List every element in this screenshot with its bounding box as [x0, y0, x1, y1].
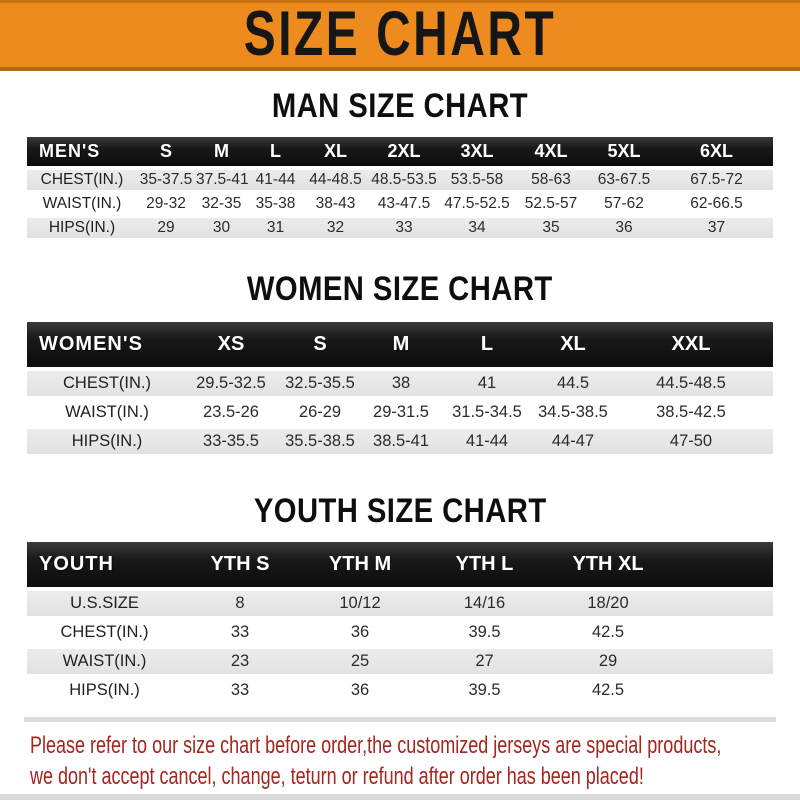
column-header: S: [137, 137, 195, 168]
column-header: YTH S: [182, 542, 298, 589]
column-header: XL: [303, 137, 368, 168]
table-row: [27, 647, 773, 676]
column-header: M: [365, 322, 437, 369]
size-value-cell: 27: [422, 647, 547, 676]
table-row: [27, 369, 773, 398]
table-row: [27, 676, 773, 705]
size-value-cell: 37.5-41: [195, 168, 248, 192]
row-label: U.S.SIZE: [27, 589, 182, 618]
row-label: WAIST(IN.): [27, 398, 187, 427]
size-value-cell: 44-47: [537, 427, 609, 456]
disclaimer-text: [0, 730, 800, 792]
size-value-cell: 32: [303, 216, 368, 240]
size-value-cell: 32.5-35.5: [275, 369, 365, 398]
size-value-cell: 58-63: [514, 168, 588, 192]
table-row: [27, 427, 773, 456]
size-value-cell: 34: [440, 216, 514, 240]
column-header: 6XL: [660, 137, 773, 168]
row-label: CHEST(IN.): [27, 369, 187, 398]
youth-header-row: [27, 542, 773, 589]
row-label: HIPS(IN.): [27, 676, 182, 705]
man-heading-text: MAN SIZE CHART: [271, 87, 529, 125]
section-divider: [24, 717, 776, 722]
column-header: L: [248, 137, 303, 168]
table-row: [27, 168, 773, 192]
size-value-cell: 41: [437, 369, 537, 398]
spacer-cell: [669, 589, 773, 618]
bottom-divider: [0, 794, 800, 800]
column-header: S: [275, 322, 365, 369]
row-label: CHEST(IN.): [27, 168, 137, 192]
size-value-cell: 14/16: [422, 589, 547, 618]
size-value-cell: 8: [182, 589, 298, 618]
size-value-cell: 18/20: [547, 589, 669, 618]
size-value-cell: 33-35.5: [187, 427, 275, 456]
size-value-cell: 41-44: [248, 168, 303, 192]
womens-header-row: [27, 322, 773, 369]
size-value-cell: 39.5: [422, 618, 547, 647]
size-value-cell: 31.5-34.5: [437, 398, 537, 427]
table-row: [27, 398, 773, 427]
page-title: SIZE CHART: [243, 0, 557, 70]
size-value-cell: 35-37.5: [137, 168, 195, 192]
size-value-cell: 26-29: [275, 398, 365, 427]
size-value-cell: 29: [137, 216, 195, 240]
spacer-cell: [669, 647, 773, 676]
row-label: HIPS(IN.): [27, 427, 187, 456]
size-value-cell: 25: [298, 647, 422, 676]
size-value-cell: 43-47.5: [368, 192, 440, 216]
column-header: YTH L: [422, 542, 547, 589]
size-value-cell: 33: [182, 676, 298, 705]
women-size-chart-heading: [0, 270, 800, 308]
size-value-cell: 29.5-32.5: [187, 369, 275, 398]
size-value-cell: 38.5-42.5: [609, 398, 773, 427]
size-value-cell: 47.5-52.5: [440, 192, 514, 216]
size-value-cell: 41-44: [437, 427, 537, 456]
column-header: YTH M: [298, 542, 422, 589]
size-value-cell: 38-43: [303, 192, 368, 216]
youth-size-chart-heading: [0, 492, 800, 530]
size-value-cell: 35-38: [248, 192, 303, 216]
size-value-cell: 33: [182, 618, 298, 647]
column-header: 3XL: [440, 137, 514, 168]
size-value-cell: 48.5-53.5: [368, 168, 440, 192]
size-value-cell: 36: [298, 676, 422, 705]
size-value-cell: 35.5-38.5: [275, 427, 365, 456]
size-value-cell: 30: [195, 216, 248, 240]
womens-table-title: WOMEN'S: [27, 322, 187, 369]
disclaimer-line-1: Please refer to our size chart before order,the customized jerseys are special products,: [30, 732, 722, 759]
size-chart-banner: [0, 0, 800, 71]
size-value-cell: 29-32: [137, 192, 195, 216]
table-row: [27, 192, 773, 216]
size-value-cell: 23: [182, 647, 298, 676]
size-value-cell: 42.5: [547, 618, 669, 647]
row-label: WAIST(IN.): [27, 647, 182, 676]
size-value-cell: 38: [365, 369, 437, 398]
table-row: [27, 589, 773, 618]
row-label: HIPS(IN.): [27, 216, 137, 240]
spacer-cell: [669, 542, 773, 589]
size-value-cell: 37: [660, 216, 773, 240]
size-value-cell: 10/12: [298, 589, 422, 618]
table-row: [27, 618, 773, 647]
size-value-cell: 29: [547, 647, 669, 676]
size-value-cell: 36: [588, 216, 660, 240]
mens-header-row: [27, 137, 773, 168]
row-label: WAIST(IN.): [27, 192, 137, 216]
youth-heading-text: YOUTH SIZE CHART: [253, 492, 547, 530]
mens-table-title: MEN'S: [27, 137, 137, 168]
column-header: 4XL: [514, 137, 588, 168]
column-header: 5XL: [588, 137, 660, 168]
column-header: M: [195, 137, 248, 168]
youth-size-table: [27, 542, 773, 707]
spacer-cell: [669, 676, 773, 705]
size-value-cell: 53.5-58: [440, 168, 514, 192]
column-header: L: [437, 322, 537, 369]
size-value-cell: 34.5-38.5: [537, 398, 609, 427]
column-header: XL: [537, 322, 609, 369]
size-value-cell: 31: [248, 216, 303, 240]
size-value-cell: 36: [298, 618, 422, 647]
youth-table-title: YOUTH: [27, 542, 182, 589]
size-value-cell: 52.5-57: [514, 192, 588, 216]
man-size-chart-heading: [0, 87, 800, 125]
column-header: 2XL: [368, 137, 440, 168]
size-value-cell: 38.5-41: [365, 427, 437, 456]
spacer-cell: [669, 618, 773, 647]
column-header: XXL: [609, 322, 773, 369]
size-value-cell: 44.5: [537, 369, 609, 398]
size-value-cell: 67.5-72: [660, 168, 773, 192]
size-value-cell: 63-67.5: [588, 168, 660, 192]
size-value-cell: 44-48.5: [303, 168, 368, 192]
mens-size-table: [27, 137, 773, 242]
womens-size-table: [27, 322, 773, 458]
column-header: YTH XL: [547, 542, 669, 589]
disclaimer-line-2: we don't accept cancel, change, teturn or refund after order has been placed!: [30, 763, 644, 790]
size-value-cell: 44.5-48.5: [609, 369, 773, 398]
size-value-cell: 35: [514, 216, 588, 240]
size-value-cell: 62-66.5: [660, 192, 773, 216]
column-header: XS: [187, 322, 275, 369]
size-value-cell: 33: [368, 216, 440, 240]
women-heading-text: WOMEN SIZE CHART: [247, 270, 553, 308]
row-label: CHEST(IN.): [27, 618, 182, 647]
size-value-cell: 23.5-26: [187, 398, 275, 427]
size-value-cell: 42.5: [547, 676, 669, 705]
size-value-cell: 39.5: [422, 676, 547, 705]
size-value-cell: 29-31.5: [365, 398, 437, 427]
table-row: [27, 216, 773, 240]
size-value-cell: 47-50: [609, 427, 773, 456]
size-value-cell: 57-62: [588, 192, 660, 216]
size-value-cell: 32-35: [195, 192, 248, 216]
